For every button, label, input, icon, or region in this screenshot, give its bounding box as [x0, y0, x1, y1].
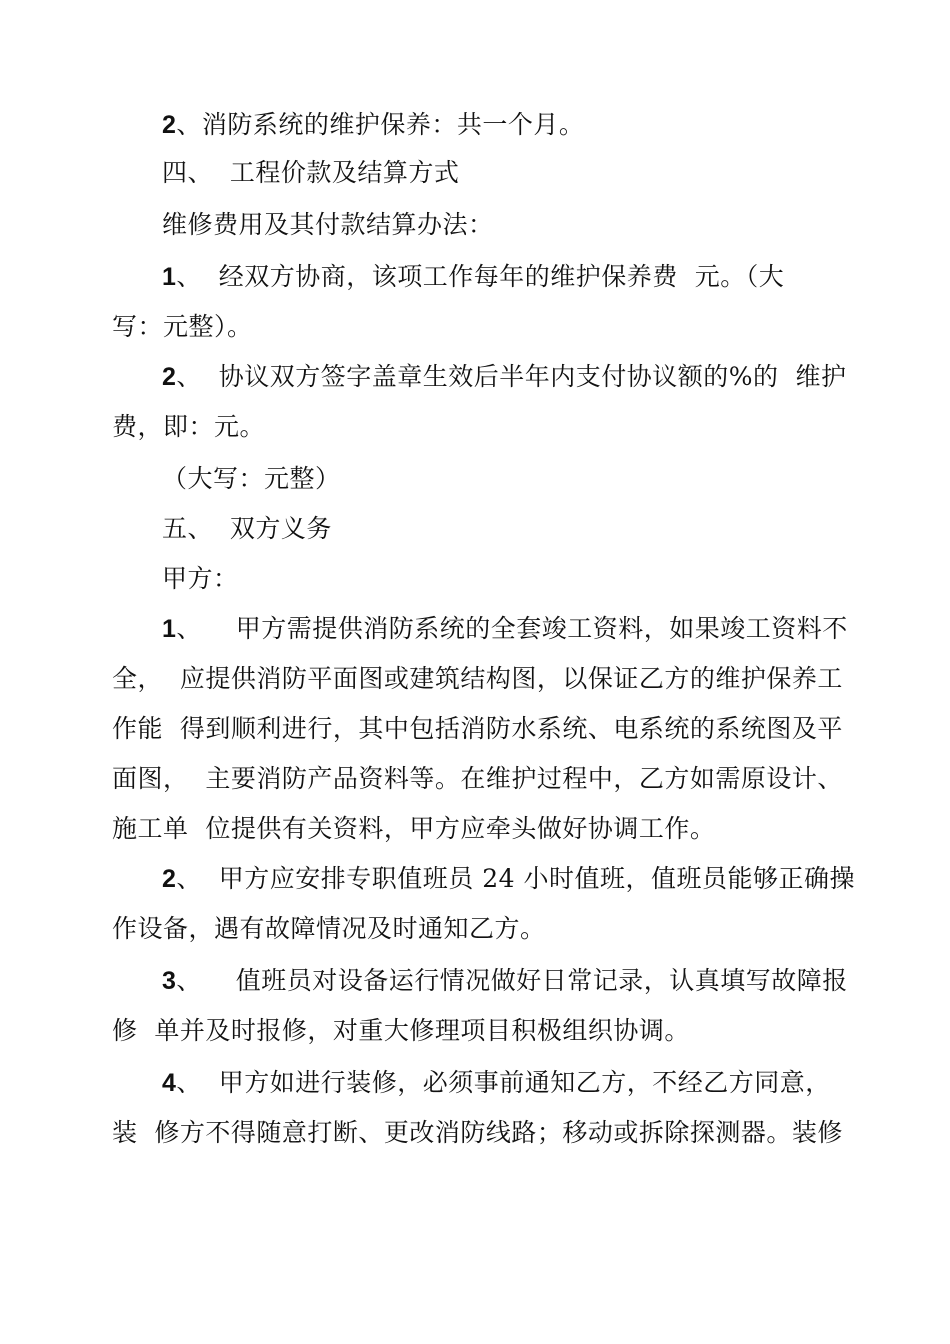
item-number: 1 [162, 263, 177, 291]
item-number: 4 [162, 1069, 177, 1097]
line-text: 、 甲方如进行装修，必须事前通知乙方，不经乙方同意， [176, 1068, 831, 1097]
line-text: 、 甲方需提供消防系统的全套竣工资料，如果竣工资料不 [176, 614, 848, 643]
text-line-8 [162, 464, 341, 494]
text-line-14 [112, 764, 843, 794]
section-heading-4 [162, 158, 459, 188]
text-line-19 [112, 1016, 690, 1046]
item-number: 3 [162, 967, 177, 995]
text-line-7 [112, 412, 265, 442]
line-text: 写：元整）。 [112, 312, 253, 341]
text-line-4 [162, 262, 784, 292]
line-text: 全， 应提供消防平面图或建筑结构图，以保证乙方的维护保养工 [112, 664, 843, 693]
text-line-16 [162, 864, 855, 894]
line-text: 、 甲方应安排专职值班员 24 小时值班，值班员能够正确操 [176, 864, 856, 893]
line-text: 面图， 主要消防产品资料等。在维护过程中，乙方如需原设计、 [112, 764, 843, 793]
line-text: 五、 双方义务 [162, 514, 332, 543]
text-line-15 [112, 814, 715, 844]
line-text: 施工单 位提供有关资料，甲方应牵头做好协调工作。 [112, 814, 716, 843]
text-line-21 [112, 1118, 843, 1148]
item-number: 1 [162, 615, 177, 643]
text-line-12 [112, 664, 843, 694]
line-text: 修 单并及时报修，对重大修理项目积极组织协调。 [112, 1016, 690, 1045]
text-line-20 [162, 1068, 831, 1098]
item-number: 2 [162, 865, 177, 893]
party-a-label [162, 564, 239, 594]
line-text: 、 值班员对设备运行情况做好日常记录，认真填写故障报 [176, 966, 848, 995]
text-line-13 [112, 714, 843, 744]
text-line-3 [162, 210, 494, 240]
line-text: 、 协议双方签字盖章生效后半年内支付协议额的%的 维护 [176, 362, 847, 391]
line-text: 作能 得到顺利进行，其中包括消防水系统、电系统的系统图及平 [112, 714, 843, 743]
text-line-17 [112, 914, 546, 944]
line-text: 甲方： [162, 564, 239, 593]
line-text: 装 修方不得随意打断、更改消防线路；移动或拆除探测器。装修 [112, 1118, 843, 1147]
text-line-1 [162, 110, 584, 140]
line-text: 维修费用及其付款结算办法： [162, 210, 494, 239]
text-line-11 [162, 614, 848, 644]
line-text: 、 经双方协商，该项工作每年的维护保养费 元。（大 [176, 262, 785, 291]
text-line-6 [162, 362, 846, 392]
line-text: （大写：元整） [162, 464, 341, 493]
text-line-18 [162, 966, 848, 996]
text-line-5 [112, 312, 253, 342]
line-text: 四、 工程价款及结算方式 [162, 158, 460, 187]
section-heading-5 [162, 514, 332, 544]
item-number: 2 [162, 363, 177, 391]
line-text: 作设备，遇有故障情况及时通知乙方。 [112, 914, 546, 943]
line-text: 、消防系统的维护保养：共一个月。 [176, 110, 585, 139]
line-text: 费，即：元。 [112, 412, 266, 441]
item-number: 2 [162, 111, 177, 139]
